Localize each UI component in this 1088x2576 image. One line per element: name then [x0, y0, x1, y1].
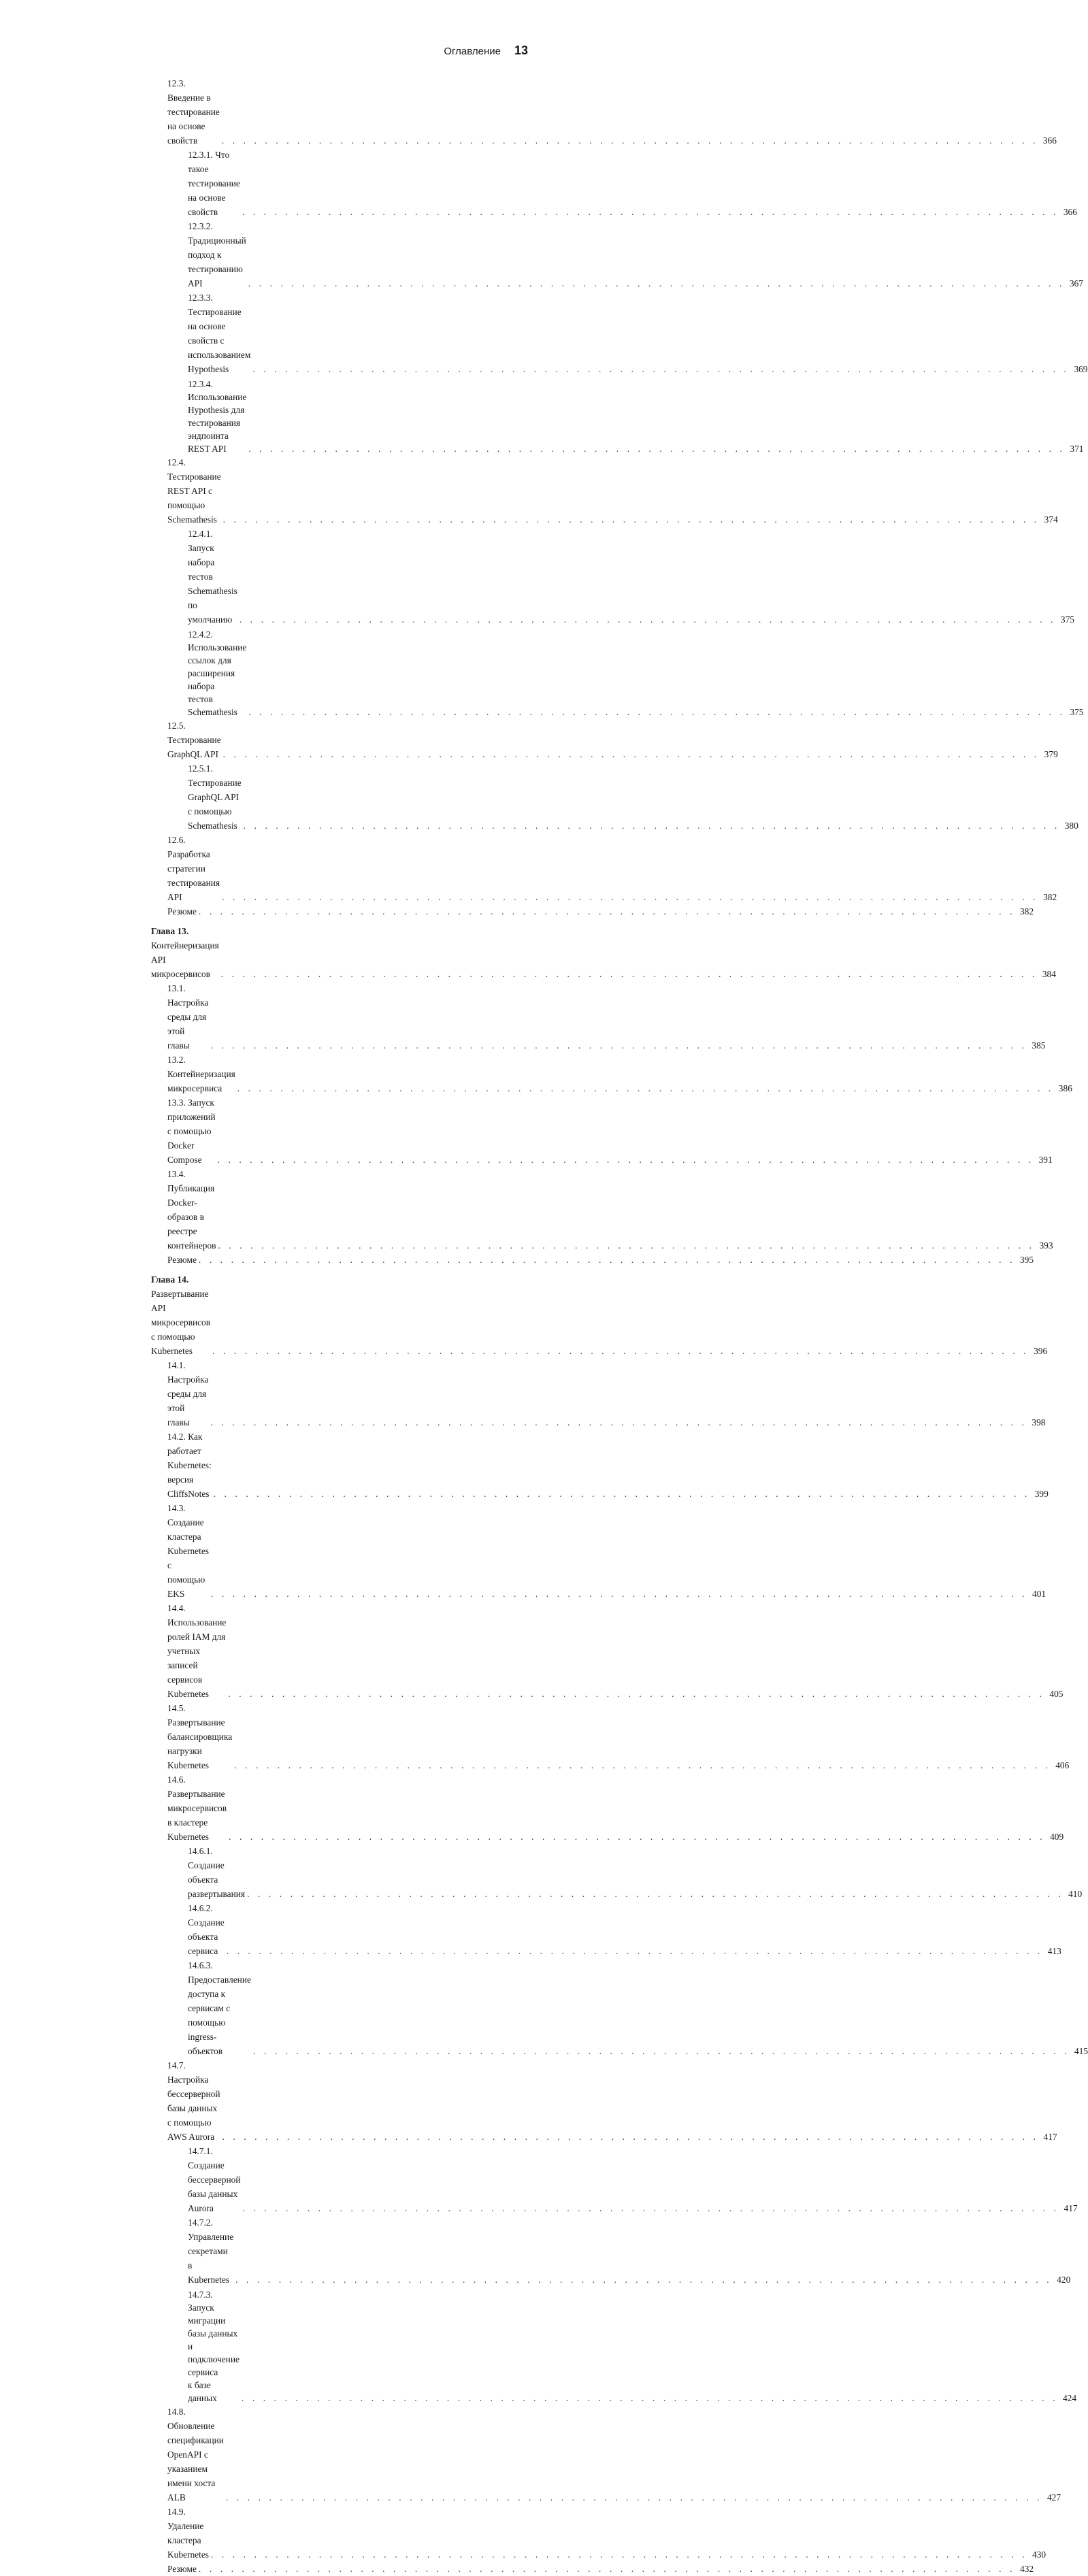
- toc-entry: [151, 455, 1058, 527]
- toc-entry-text: 14.6.1. Создание объекта развертывания: [188, 1846, 246, 1899]
- toc-entry-title: [167, 2405, 224, 2505]
- toc-entry-text: 14.6.2. Создание объекта сервиса: [188, 1903, 225, 1956]
- dot-leader: [229, 1830, 1045, 1844]
- dot-leader: [237, 1081, 1054, 1095]
- toc-page-number: 395: [1019, 1255, 1034, 1265]
- toc-entry-title: [167, 2058, 220, 2144]
- toc-entry-title: [188, 1901, 225, 1958]
- toc-entry: [151, 981, 1046, 1053]
- toc-entry-text: 13.2. Контейнеризация микросервиса: [167, 1055, 235, 1093]
- dot-leader: [252, 362, 1069, 376]
- toc-entry: [151, 1901, 1061, 1958]
- toc-page-number: 374: [1044, 514, 1058, 525]
- toc-entry-title: [167, 833, 220, 904]
- toc-entry-text: Резюме: [167, 906, 197, 917]
- toc-entry-text: Развертывание API микросервисов с помощью Kubernetes: [151, 1289, 211, 1356]
- toc-entry-text: 12.5.1. Тестирование GraphQL API с помощью Schemathesis: [188, 763, 242, 831]
- toc-entry: [151, 1844, 1083, 1901]
- toc-entry: [151, 76, 1057, 148]
- toc-entry-text: 12.6. Разработка стратегии тестирования API: [167, 835, 220, 902]
- toc-entry-title: [167, 1430, 212, 1501]
- toc-entry-title: [167, 1501, 209, 1601]
- toc-page-number: 384: [1042, 969, 1056, 979]
- toc-entry: [151, 719, 1058, 761]
- toc-entry-title-line: 12.3.4. Использование Hypothesis для тестирования эндпоинта: [188, 379, 247, 441]
- toc-page-number: 427: [1046, 2492, 1061, 2503]
- dot-leader: [240, 612, 1056, 627]
- dot-leader: [223, 747, 1040, 761]
- toc-entry-title: [167, 719, 221, 761]
- toc-entry-title: [167, 76, 220, 148]
- dot-leader: [212, 1344, 1029, 1358]
- toc-page-number: 409: [1050, 1832, 1064, 1842]
- toc-chapter-entry: [151, 1272, 1048, 1358]
- toc-entry-text: 14.1. Настройка среды для этой главы: [167, 1360, 209, 1427]
- toc-entry-text: 13.3. Запуск приложений с помощью Docker Compose: [167, 1097, 216, 1165]
- dot-leader: [222, 2130, 1039, 2144]
- toc-entry-title: [188, 219, 246, 291]
- toc-entry: [151, 1772, 1064, 1844]
- toc-page-number: 386: [1058, 1083, 1072, 1093]
- toc-entry: [151, 2215, 1071, 2287]
- toc-page-number: 375: [1060, 614, 1074, 625]
- dot-leader: [253, 2044, 1070, 2058]
- toc-entry-title-line: REST API: [188, 444, 227, 454]
- toc-entry-title-line: 12.4.2. Использование ссылок для расширения набора: [188, 629, 247, 691]
- toc-entry-title: [188, 2144, 241, 2215]
- toc-entry-title: [167, 1358, 208, 1430]
- toc-entry-title: [151, 924, 219, 981]
- toc-entry: [151, 2405, 1061, 2505]
- toc-page-number: 382: [1019, 906, 1034, 917]
- dot-leader: [214, 1487, 1030, 1501]
- toc-entry-title: [188, 2288, 240, 2405]
- toc-entry: [151, 1958, 1088, 2058]
- toc-entry-title: [167, 2562, 197, 2576]
- toc-page-number: 385: [1032, 1040, 1046, 1051]
- dot-leader: [222, 133, 1038, 148]
- toc-entry: [151, 376, 1084, 455]
- toc-entry-text: 12.3.1. Что такое тестирование на основе свойств: [188, 150, 240, 217]
- dot-leader: [222, 890, 1038, 904]
- toc-entry-title: [167, 1772, 227, 1844]
- toc-entry: [151, 904, 1034, 919]
- toc-entry-title: [188, 378, 246, 455]
- running-title: Оглавление: [444, 46, 501, 57]
- dot-leader: [221, 967, 1038, 981]
- toc-entry-title-line: 14.7.3. Запуск миграции базы данных и подключение сервиса: [188, 2290, 240, 2377]
- toc-entry: [151, 833, 1057, 904]
- toc-page-number: 366: [1042, 135, 1057, 146]
- toc-page-number: 367: [1069, 278, 1083, 288]
- toc-entry-text: 14.6.3. Предоставление доступа к сервисам с помощью ingress-объектов: [188, 1960, 251, 2056]
- toc-page-number: 417: [1064, 2203, 1078, 2213]
- toc-entry-title: [188, 291, 250, 376]
- dot-leader: [199, 1253, 1015, 1267]
- toc-page-number: 369: [1074, 364, 1088, 374]
- toc-page-number: 379: [1044, 749, 1058, 759]
- toc-page-number: 401: [1032, 1589, 1046, 1599]
- toc-entry-text: 12.3.3. Тестирование на основе свойств с использованием Hypothesis: [188, 293, 251, 374]
- page-number: 13: [514, 44, 528, 57]
- dot-leader: [218, 1238, 1034, 1253]
- toc-entry-title: [188, 761, 242, 833]
- dot-leader: [248, 442, 1065, 455]
- toc-entry-text: 12.3.2. Традиционный подход к тестированию API: [188, 221, 246, 288]
- toc-page-number: 396: [1034, 1346, 1048, 1356]
- dot-leader: [242, 2392, 1058, 2405]
- toc-page-number: 417: [1043, 2132, 1057, 2142]
- table-of-contents: [151, 76, 1088, 2576]
- toc-entry-text: 14.3. Создание кластера Kubernetes с помощью EKS: [167, 1503, 209, 1599]
- toc-entry-text: 14.7. Настройка бессерверной базы данных с помощью AWS Aurora: [167, 2060, 220, 2142]
- toc-page-number: 424: [1062, 2393, 1077, 2403]
- toc-page-number: 406: [1055, 1760, 1070, 1770]
- toc-entry-text: 14.7.2. Управление секретами в Kubernetes: [188, 2217, 234, 2285]
- toc-entry: [151, 1701, 1070, 1772]
- toc-entry-text: 13.4. Публикация Docker-образов в реестре контейнеров: [167, 1169, 216, 1251]
- toc-page-number: 415: [1074, 2046, 1088, 2056]
- toc-page-number: 432: [1019, 2564, 1034, 2574]
- dot-leader: [244, 819, 1060, 833]
- toc-page-number: 398: [1032, 1417, 1046, 1427]
- toc-entry-title: [188, 148, 240, 219]
- toc-page-number: 366: [1063, 207, 1077, 217]
- toc-entry-text: 14.2. Как работает Kubernetes: версия CliffsNotes: [167, 1432, 212, 1499]
- toc-entry-text: Контейнеризация API микросервисов: [151, 940, 219, 979]
- dot-leader: [242, 205, 1059, 219]
- chapter-label: Глава 14.: [151, 1274, 189, 1285]
- toc-entry: [151, 2287, 1077, 2405]
- toc-entry-title: [188, 1844, 245, 1901]
- toc-entry-text: 14.9. Удаление кластера Kubernetes: [167, 2507, 209, 2560]
- toc-entry: [151, 2562, 1034, 2576]
- toc-entry-text: 12.4.1. Запуск набора тестов Schemathesis по умолчанию: [188, 529, 237, 625]
- toc-entry-title: [167, 1095, 216, 1167]
- dot-leader: [210, 1038, 1027, 1053]
- dot-leader: [248, 276, 1065, 291]
- toc-entry: [151, 761, 1078, 833]
- toc-entry-text: 14.6. Развертывание микросервисов в кластере Kubernetes: [167, 1774, 227, 1842]
- toc-page-number: 391: [1038, 1155, 1053, 1165]
- toc-entry-title: [167, 1253, 197, 1267]
- toc-entry-title: [188, 2215, 233, 2287]
- toc-entry-text: 14.4. Использование ролей IAM для учетных записей сервисов Kubernetes: [167, 1603, 227, 1699]
- toc-entry: [151, 1095, 1053, 1167]
- toc-entry-title: [188, 1958, 251, 2058]
- dot-leader: [223, 512, 1040, 527]
- toc-entry-title: [167, 455, 221, 527]
- toc-entry-text: Резюме: [167, 2564, 197, 2574]
- dot-leader: [226, 2490, 1042, 2505]
- toc-entry: [151, 1167, 1053, 1253]
- toc-entry-text: 13.1. Настройка среды для этой главы: [167, 983, 209, 1051]
- toc-entry: [151, 1501, 1046, 1601]
- toc-entry-title-line: к базе данных: [188, 2380, 217, 2403]
- toc-chapter-entry: [151, 924, 1056, 981]
- toc-entry: [151, 1253, 1034, 1267]
- toc-entry-title: [167, 1167, 216, 1253]
- toc-entry-text: 14.7.1. Создание бессерверной базы данных Aurora: [188, 2146, 241, 2213]
- dot-leader: [210, 1415, 1027, 1430]
- toc-entry-text: Резюме: [167, 1255, 197, 1265]
- dot-leader: [211, 1587, 1027, 1601]
- toc-entry: [151, 627, 1084, 719]
- toc-entry-text: 12.3. Введение в тестирование на основе свойств: [167, 78, 220, 146]
- toc-entry-title: [188, 628, 246, 719]
- dot-leader: [199, 904, 1015, 919]
- toc-entry: [151, 2058, 1057, 2144]
- toc-entry: [151, 148, 1077, 219]
- toc-page-number: 371: [1070, 444, 1084, 454]
- toc-entry-text: 12.5. Тестирование GraphQL API: [167, 721, 221, 759]
- dot-leader: [247, 1887, 1064, 1901]
- toc-page-number: 375: [1070, 707, 1084, 717]
- toc-page-number: 405: [1049, 1689, 1064, 1699]
- toc-page-number: 420: [1057, 2275, 1071, 2285]
- toc-entry-title: [167, 2505, 209, 2562]
- toc-entry: [151, 219, 1083, 291]
- toc-page-number: 430: [1032, 2549, 1046, 2560]
- toc-page-number: 399: [1034, 1489, 1049, 1499]
- toc-entry: [151, 2505, 1046, 2562]
- toc-entry-title: [167, 981, 208, 1053]
- toc-page-number: 413: [1047, 1946, 1061, 1956]
- dot-leader: [227, 1944, 1043, 1958]
- toc-entry: [151, 1358, 1046, 1430]
- toc-entry: [151, 1053, 1072, 1095]
- dot-leader: [211, 2547, 1027, 2562]
- toc-entry: [151, 527, 1074, 627]
- dot-leader: [235, 2273, 1052, 2287]
- dot-leader: [228, 1687, 1044, 1701]
- toc-entry-text: 14.8. Обновление спецификации OpenAPI с указанием имени хоста ALB: [167, 2407, 224, 2503]
- toc-entry: [151, 1601, 1064, 1701]
- toc-entry-text: 14.5. Развертывание балансировщика нагрузки Kubernetes: [167, 1703, 233, 1770]
- toc-entry-title: [167, 904, 197, 919]
- dot-leader: [234, 1758, 1051, 1772]
- toc-entry-title: [167, 1053, 235, 1095]
- toc-entry: [151, 291, 1088, 376]
- toc-entry-title-line: тестов Schemathesis: [188, 694, 237, 717]
- toc-entry-title: [167, 1701, 232, 1772]
- toc-entry-text: 12.4. Тестирование REST API с помощью Schemathesis: [167, 457, 221, 525]
- dot-leader: [218, 1153, 1034, 1167]
- toc-entry-title: [167, 1601, 226, 1701]
- toc-entry-title: [188, 527, 237, 627]
- dot-leader: [199, 2562, 1015, 2576]
- dot-leader: [243, 2201, 1059, 2215]
- toc-entry: [151, 1430, 1049, 1501]
- dot-leader: [248, 706, 1065, 719]
- chapter-label: Глава 13.: [151, 926, 189, 936]
- toc-page-number: 382: [1043, 892, 1057, 902]
- toc-entry-title: [151, 1272, 210, 1358]
- running-head: [444, 44, 528, 58]
- toc-page-number: 380: [1064, 821, 1078, 831]
- toc-entry: [151, 2144, 1078, 2215]
- toc-page-number: 393: [1039, 1240, 1053, 1251]
- toc-page-number: 410: [1068, 1889, 1083, 1899]
